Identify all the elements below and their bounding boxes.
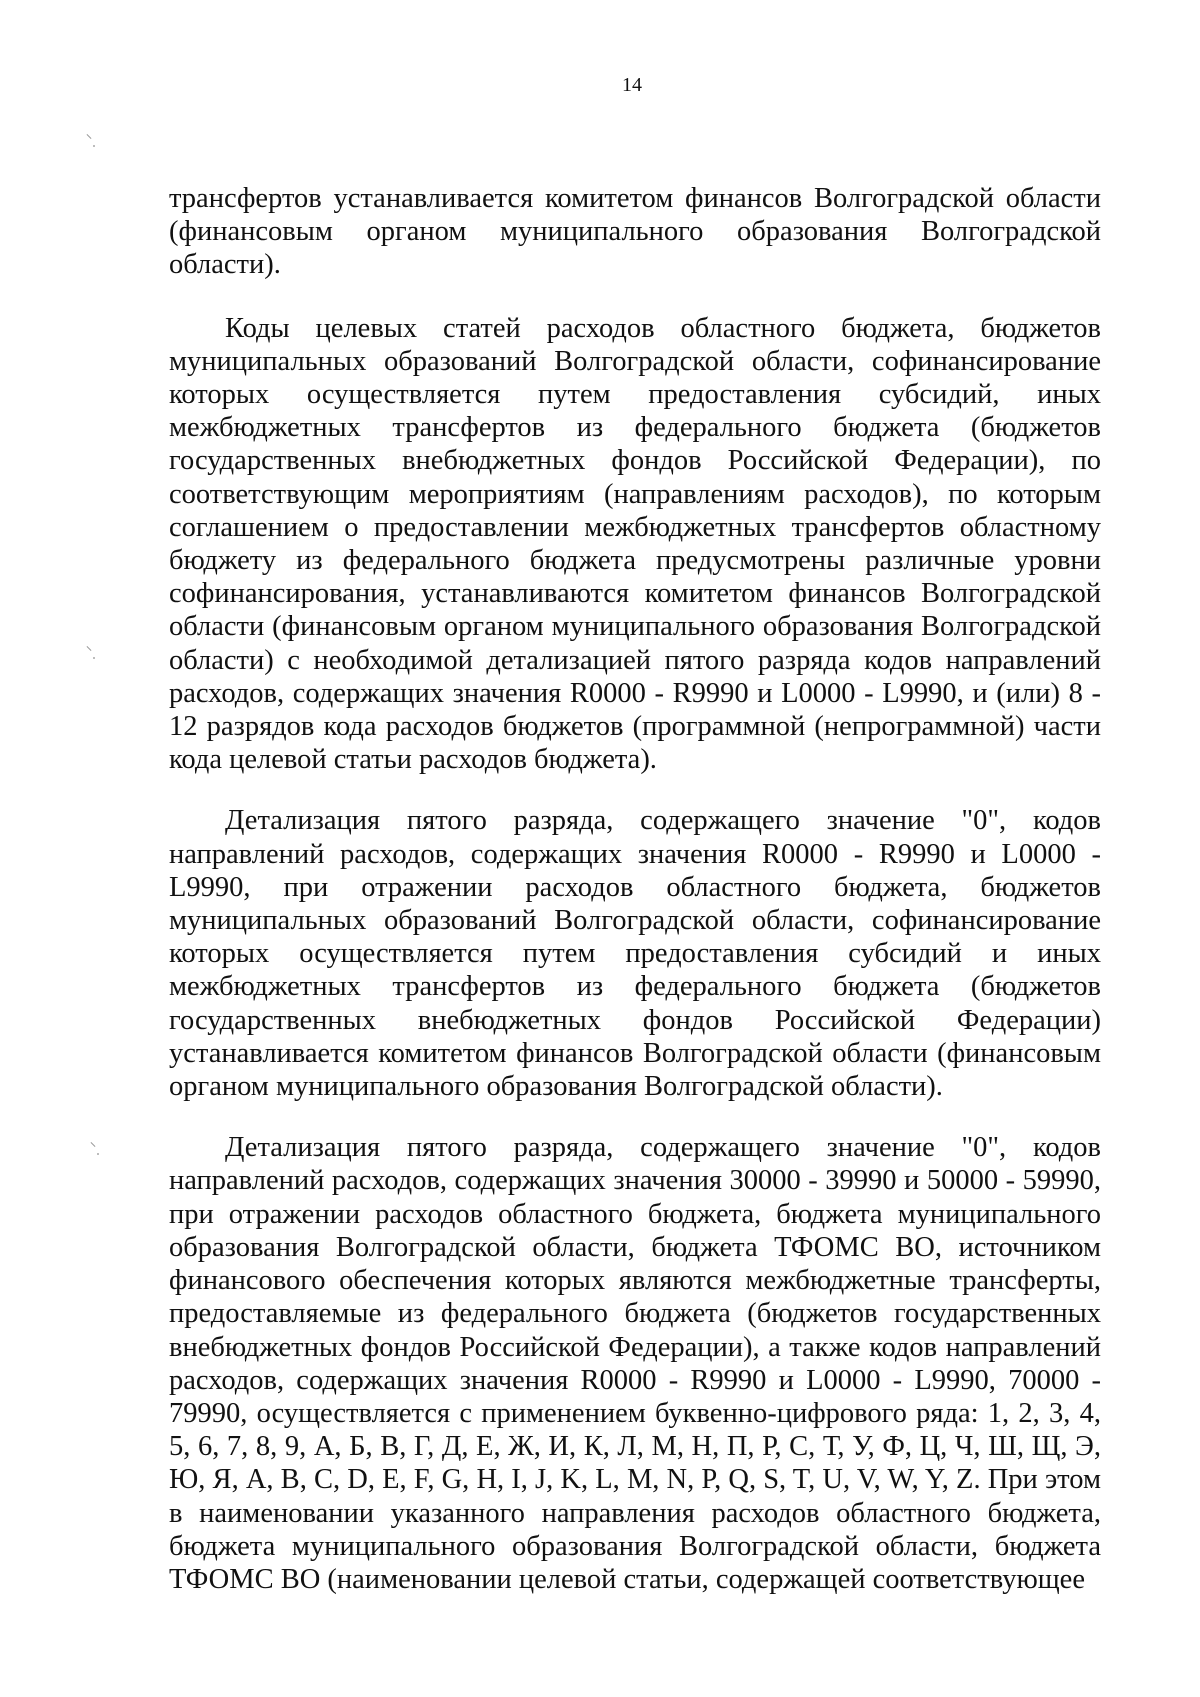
page-number: 14	[622, 74, 642, 96]
scan-artifact-mark	[86, 648, 96, 660]
paragraph-target-codes: Коды целевых статей расходов областного бюджета, бюджетов муниципальных образований Волгоградской области, софинансирование которых осуществляется путем предоставления субсидий, иных межбюджетных трансфертов из федерального бюджета (бюджетов государственных внебюджетных фондов Российской Федерации), по соответствующим мероприятиям (направлениям расходов), по которым соглашением о предоставлении межбюджетных трансфертов областному бюджету из федерального бюджета предусмотрены различные уровни софинансирования, устанавливаются комитетом финансов Волгоградской области (финансовым органом муниципального образования Волгоградской области) с необходимой детализацией пятого разряда кодов направлений расходов, содержащих значения R0000 - R9990 и L0000 - L9990, и (или) 8 - 12 разрядов кода расходов бюджетов (программной (непрограммной) части кода целевой статьи расходов бюджета).	[169, 312, 1101, 776]
scan-artifact-mark	[86, 136, 96, 148]
paragraph-continuation: трансфертов устанавливается комитетом финансов Волгоградской области (финансовым органом муниципального образования Волгоградской области).	[169, 183, 1101, 281]
paragraph-fifth-digit-r-l: Детализация пятого разряда, содержащего значение "0", кодов направлений расходов, содержащих значения R0000 - R9990 и L0000 - L9990, при отражении расходов областного бюджета, бюджетов муниципальных образований Волгоградской области, софинансирование которых осуществляется путем предоставления субсидий и иных межбюджетных трансфертов из федерального бюджета (бюджетов государственных внебюджетных фондов Российской Федерации) устанавливается комитетом финансов Волгоградской области (финансовым органом муниципального образования Волгоградской области).	[169, 805, 1101, 1103]
document-body	[169, 182, 1101, 1624]
scan-artifact-mark	[90, 1144, 100, 1156]
paragraph-fifth-digit-alphanumeric: Детализация пятого разряда, содержащего значение "0", кодов направлений расходов, содержащих значения 30000 - 39990 и 50000 - 59990, при отражении расходов областного бюджета, бюджета муниципального образования Волгоградской области, бюджета ТФОМС ВО, источником финансового обеспечения которых являются межбюджетные трансферты, предоставляемые из федерального бюджета (бюджетов государственных внебюджетных фондов Российской Федерации), а также кодов направлений расходов, содержащих значения R0000 - R9990 и L0000 - L9990, 70000 - 79990, осуществляется с применением буквенно-цифрового ряда: 1, 2, 3, 4, 5, 6, 7, 8, 9, А, Б, В, Г, Д, Е, Ж, И, К, Л, М, Н, П, Р, С, Т, У, Ф, Ц, Ч, Ш, Щ, Э, Ю, Я, A, B, C, D, E, F, G, H, I, J, K, L, M, N, P, Q, S, T, U, V, W, Y, Z. При этом в наименовании указанного направления расходов областного бюджета, бюджета муниципального образования Волгоградской области, бюджета ТФОМС ВО (наименовании целевой статьи, содержащей соответствующее	[169, 1132, 1101, 1595]
